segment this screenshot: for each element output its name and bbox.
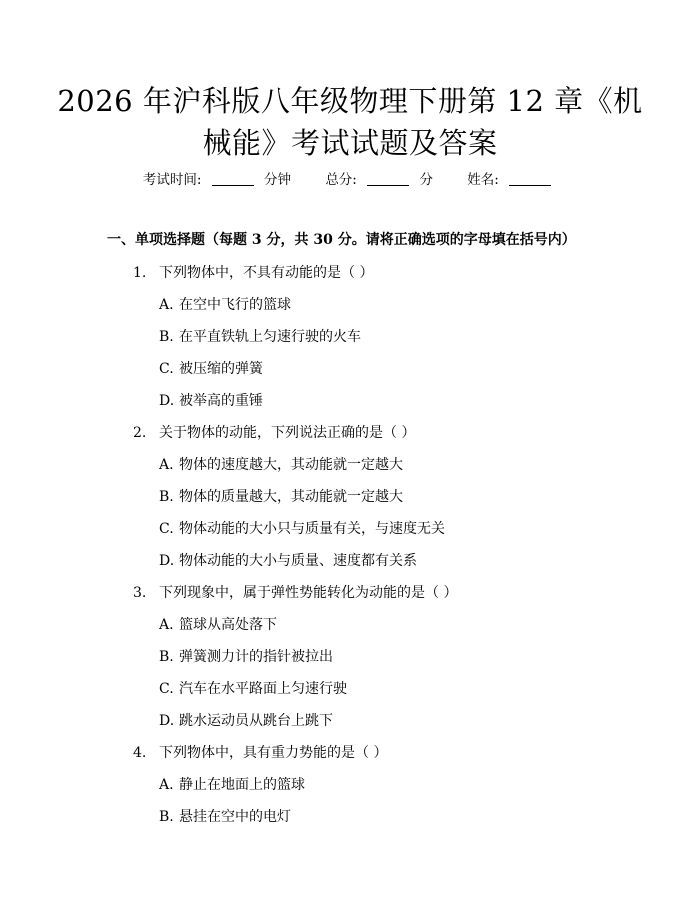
option-text: 弹簧测力计的指针被拉出 [179, 649, 333, 665]
option-letter: B. [159, 649, 174, 665]
option-text: 被压缩的弹簧 [179, 361, 263, 377]
question-4-option-a [159, 774, 305, 794]
option-text: 物体的质量越大，其动能就一定越大 [179, 489, 403, 505]
question-2-option-b [159, 486, 403, 506]
option-letter: B. [159, 329, 174, 345]
total-score-label: 总分: [325, 172, 357, 188]
question-4-option-b [159, 806, 291, 826]
option-letter: A. [159, 777, 174, 793]
option-letter: A. [159, 297, 174, 313]
document-title-line-2: 械能》考试试题及答案 [202, 126, 498, 160]
option-text: 物体动能的大小只与质量有关，与速度无关 [179, 521, 445, 537]
question-number: 3. [133, 585, 147, 601]
option-text: 物体的速度越大，其动能就一定越大 [179, 457, 403, 473]
question-2-option-a [159, 454, 403, 474]
option-letter: A. [159, 617, 174, 633]
total-score-unit: 分 [419, 172, 433, 188]
question-number: 1. [133, 265, 147, 281]
question-4 [133, 742, 387, 762]
question-1-option-a [159, 294, 291, 314]
question-1-option-d [159, 390, 263, 410]
option-text: 跳水运动员从跳台上跳下 [179, 713, 333, 729]
question-3-option-a [159, 614, 277, 634]
option-text: 静止在地面上的篮球 [179, 777, 305, 793]
exam-time-unit: 分钟 [264, 172, 292, 188]
option-text: 被举高的重锤 [179, 393, 263, 409]
exam-time-label: 考试时间: [142, 172, 202, 188]
option-letter: D. [159, 393, 175, 409]
option-letter: B. [159, 809, 174, 825]
question-text: 下列现象中，属于弹性势能转化为动能的是（ ） [159, 585, 458, 601]
question-1-option-b [159, 326, 361, 346]
total-score-blank [367, 173, 409, 186]
question-3-option-c [159, 678, 347, 698]
question-1-option-c [159, 358, 263, 378]
question-number: 2. [133, 425, 147, 441]
option-letter: C. [159, 521, 174, 537]
question-number: 4. [133, 745, 147, 761]
document-title-line-1: 2026 年沪科版八年级物理下册第 12 章《机 [57, 84, 643, 118]
student-name-blank [509, 173, 551, 186]
option-letter: D. [159, 553, 175, 569]
question-3-option-d [159, 710, 333, 730]
student-name-label: 姓名: [467, 172, 499, 188]
option-text: 汽车在水平路面上匀速行驶 [179, 681, 347, 697]
question-text: 下列物体中，具有重力势能的是（ ） [159, 745, 388, 761]
question-text: 关于物体的动能，下列说法正确的是（ ） [159, 425, 416, 441]
exam-time-blank [212, 173, 254, 186]
option-letter: C. [159, 681, 174, 697]
exam-meta [0, 168, 700, 188]
total-score-field [325, 172, 437, 188]
option-letter: B. [159, 489, 174, 505]
section-heading: 一、单项选择题（每题 3 分，共 30 分。请将正确选项的字母填在括号内） [107, 232, 576, 248]
option-letter: C. [159, 361, 174, 377]
option-text: 在空中飞行的篮球 [179, 297, 291, 313]
question-text: 下列物体中，不具有动能的是（ ） [159, 265, 374, 281]
option-text: 悬挂在空中的电灯 [179, 809, 291, 825]
option-text: 物体动能的大小与质量、速度都有关系 [179, 553, 417, 569]
option-letter: D. [159, 713, 175, 729]
question-2 [133, 422, 415, 442]
question-3-option-b [159, 646, 333, 666]
question-2-option-d [159, 550, 417, 570]
option-text: 篮球从高处落下 [179, 617, 277, 633]
question-3 [133, 582, 457, 602]
option-letter: A. [159, 457, 174, 473]
question-1 [133, 262, 373, 282]
question-2-option-c [159, 518, 445, 538]
option-text: 在平直铁轨上匀速行驶的火车 [179, 329, 361, 345]
student-name-field [467, 172, 557, 188]
exam-time-field [143, 172, 295, 188]
